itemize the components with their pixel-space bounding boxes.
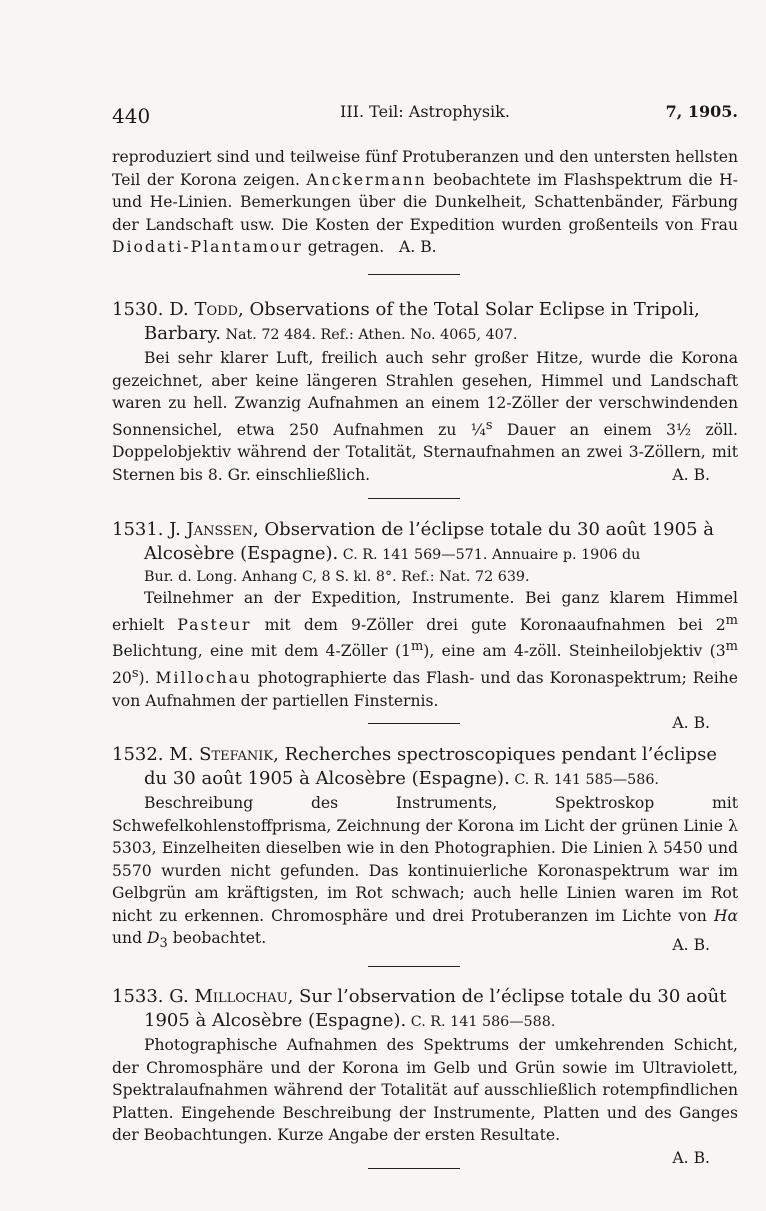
signature: A. B. bbox=[672, 714, 710, 733]
entry-title: 1533. G. Millochau, Sur l’observation de l’éclipse totale du 30 août 1905 à Alcosèbre (Espagne). C. R. 141 586—588. bbox=[112, 986, 727, 1031]
divider bbox=[368, 498, 460, 499]
entry-reference: C. R. 141 569—571. Annuaire p. 1906 du bbox=[338, 546, 641, 563]
page-number: 440 bbox=[112, 104, 151, 128]
entry-reference-continued: Bur. d. Long. Anhang C, 8 S. kl. 8°. Ref.: Nat. 72 639. bbox=[144, 569, 530, 585]
entry-author: J. Janssen bbox=[169, 519, 253, 540]
entry-author: G. Millochau bbox=[169, 986, 288, 1007]
divider bbox=[368, 723, 460, 724]
entry-number: 1532. bbox=[112, 744, 164, 765]
page-header bbox=[112, 100, 738, 128]
signature: A. B. bbox=[672, 466, 710, 485]
signature: A. B. bbox=[399, 238, 437, 256]
divider bbox=[368, 1168, 460, 1169]
entry-title: 1531. J. Janssen, Observation de l’éclipse totale du 30 août 1905 à Alcosèbre (Espagne). C. R. 141 569—571. Annuaire p. 1906 du bbox=[112, 519, 714, 564]
continuation-paragraph: reproduziert sind und teilweise fünf Protuberanzen und den untersten hellsten Teil der Korona zeigen. Anckermann beobachtete im Flashspektrum die H- und He-Linien. Bemerkungen über die Dunkelheit, Schattenbänder, Färbung der Landschaft usw. Die Kosten der Expedition wurden großenteils von Frau Diodati-Plantamour getragen. A. B. bbox=[112, 148, 738, 256]
entry-1532 bbox=[112, 743, 738, 956]
entry-body: Teilnehmer an der Expedition, Instrumente. Bei ganz klarem Himmel erhielt Pasteur mit dem 9-Zöller drei gute Koronaaufnahmen bei 2$^m$ Belichtung, eine mit dem 4-Zöller (1$^m$), eine am 4-zöll. Steinheilobjektiv (3$^m$ 20$^s$). Millochau photographierte das Flash- und das Koronaspektrum; Reihe von Aufnahmen der partiellen Finsternis. bbox=[112, 589, 739, 710]
person-name: Pasteur bbox=[177, 615, 252, 634]
signature: A. B. bbox=[672, 935, 710, 954]
section-number: 7, 1905. bbox=[665, 102, 738, 121]
entry-reference: Nat. 72 484. Ref.: Athen. No. 4065, 407. bbox=[220, 326, 518, 343]
person-name: Millochau bbox=[155, 669, 252, 688]
entry-body: Bei sehr klarer Luft, freilich auch sehr großer Hitze, wurde die Korona gezeichnet, aber keine längeren Strahlen gesehen, Himmel und Landschaft waren zu hell. Zwanzig Aufnahmen an einem 12-Zöller der verschwindenden Sonnensichel, etwa 250 Aufnahmen zu ¼$^s$ Dauer an einem 3½ zöll. Doppelobjektiv während der Totalität, Sternaufnahmen an zwei 3-Zöllern, mit Sternen bis 8. Gr. einschließlich. bbox=[112, 349, 738, 484]
entry-number: 1531. bbox=[112, 519, 164, 540]
entry-reference: C. R. 141 585—586. bbox=[509, 771, 659, 788]
entry-title: 1532. M. Stefanik, Recherches spectroscopiques pendant l’éclipse du 30 août 1905 à Alcosèbre (Espagne). C. R. 141 585—586. bbox=[112, 744, 718, 789]
running-title: III. Teil: Astrophysik. bbox=[340, 102, 510, 121]
entry-body: Photographische Aufnahmen des Spektrums der umkehrenden Schicht, der Chromosphäre und der Korona im Gelb und Grün sowie im Ultraviolett, Spektralaufnahmen während der Totalität auf ausschließlich rotempfindlichen Platten. Eingehende Beschreibung der Instrumente, Platten und des Ganges der Beobachtungen. Kurze Angabe der ersten Resultate. bbox=[112, 1036, 738, 1144]
entry-body: Beschreibung des Instruments, Spektroskop mit Schwefelkohlenstoffprisma, Zeichnung der Korona im Licht der grünen Linie λ 5303, Einzelheiten dieselben wie in den Photographien. Die Linien λ 5450 und 5570 wurden nicht gefunden. Das kontinuierliche Koronaspektrum war im Gelbgrün am kräftigsten, im Rot schwach; auch helle Linien waren im Rot nicht zu erkennen. Chromosphäre und drei Protuberanzen im Lichte von Hα und $D_3$ beobachtet. bbox=[112, 794, 738, 952]
entry-1530 bbox=[112, 298, 738, 486]
entry-1533 bbox=[112, 985, 738, 1169]
divider bbox=[368, 274, 460, 275]
person-name: Anckermann bbox=[306, 170, 427, 189]
person-name: Diodati-Plantamour bbox=[112, 238, 303, 256]
entry-reference: C. R. 141 586—588. bbox=[406, 1013, 556, 1030]
entry-title: 1530. D. Todd, Observations of the Total Solar Eclipse in Tripoli, Barbary. Nat. 72 484. Ref.: Athen. No. 4065, 407. bbox=[112, 299, 700, 344]
signature: A. B. bbox=[672, 1148, 710, 1167]
entry-author: M. Stefanik bbox=[169, 744, 274, 765]
entry-number: 1533. bbox=[112, 986, 164, 1007]
divider bbox=[368, 966, 460, 967]
entry-author: D. Todd bbox=[169, 299, 239, 320]
entry-number: 1530. bbox=[112, 299, 164, 320]
entry-1531 bbox=[112, 518, 738, 734]
